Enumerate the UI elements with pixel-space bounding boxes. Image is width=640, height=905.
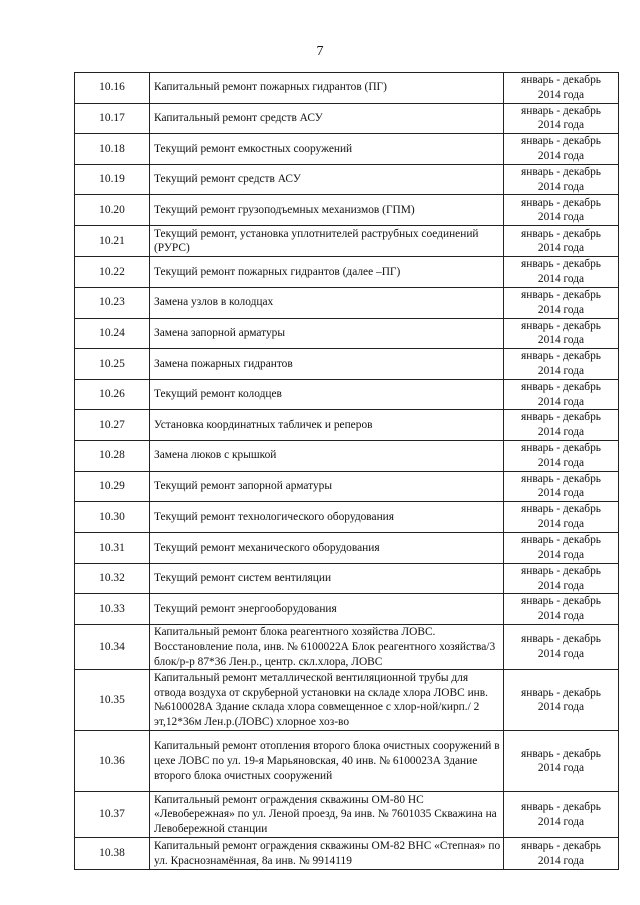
work-description-cell: Капитальный ремонт блока реагентного хозяйства ЛОВС. Восстановление пола, инв. № 6100022А Блок реагентного хозяйства/3 блок/р-р 87*36 Лен.р., центр. скл.хлора, ЛОВС [150, 624, 504, 669]
table-row [75, 533, 619, 564]
work-description-cell: Текущий ремонт емкостных сооружений [150, 134, 504, 165]
deadline-year: 2014 года [537, 242, 585, 255]
deadline-period: январь - декабрь [521, 801, 601, 813]
work-description-cell: Капитальный ремонт ограждения скважины ОМ-80 НС «Левобережная» по ул. Леной проезд, 9а инв. № 7601035 Скважина на Левобережной станции [150, 792, 504, 838]
table-row [75, 195, 619, 226]
work-description-cell: Замена пожарных гидрантов [150, 349, 504, 380]
work-description-cell: Замена узлов в колодцах [150, 287, 504, 318]
table-row [75, 349, 619, 380]
table-row [75, 471, 619, 502]
deadline-cell [504, 73, 619, 104]
work-description-cell: Замена запорной арматуры [150, 318, 504, 349]
work-description-cell: Капитальный ремонт металлической вентиляционной трубы для отвода воздуха от скруберной установки на складе хлора ЛОВС инв. №6100028А Здание склада хлора совмещенное с хлор-ной/кирп./ 2 эт,12*36м Лен.р.(ЛОВС) хлорное хоз-во [150, 670, 504, 731]
work-description-cell: Капитальный ремонт средств АСУ [150, 103, 504, 134]
table-row [75, 379, 619, 410]
deadline-period: январь - декабрь [521, 288, 601, 301]
deadline-year: 2014 года [537, 88, 585, 101]
work-description-cell: Текущий ремонт грузоподъемных механизмов (ГПМ) [150, 195, 504, 226]
deadline-cell [504, 287, 619, 318]
deadline-period: январь - декабрь [521, 686, 601, 699]
item-number-cell: 10.26 [75, 379, 150, 410]
item-number-cell: 10.27 [75, 410, 150, 441]
deadline-period: январь - декабрь [521, 747, 601, 760]
deadline-year: 2014 года [537, 518, 585, 531]
deadline-year: 2014 года [537, 364, 585, 377]
deadline-year: 2014 года [537, 211, 585, 224]
deadline-cell [504, 502, 619, 533]
deadline-year: 2014 года [537, 762, 585, 775]
deadline-year: 2014 года [537, 579, 585, 592]
deadline-period: январь - декабрь [521, 503, 601, 516]
deadline-year: 2014 года [537, 648, 585, 661]
table-row [75, 318, 619, 349]
table-row [75, 257, 619, 288]
deadline-year: 2014 года [537, 854, 585, 867]
deadline-cell [504, 103, 619, 134]
item-number-cell: 10.37 [75, 792, 150, 838]
item-number-cell: 10.25 [75, 349, 150, 380]
deadline-period: январь - декабрь [521, 534, 601, 547]
deadline-period: январь - декабрь [521, 165, 601, 178]
deadline-year: 2014 года [537, 180, 585, 193]
table-row [75, 563, 619, 594]
deadline-period: январь - декабрь [521, 411, 601, 424]
work-description-cell: Установка координатных табличек и реперов [150, 410, 504, 441]
table-row [75, 731, 619, 792]
work-description-cell: Текущий ремонт колодцев [150, 379, 504, 410]
deadline-year: 2014 года [537, 701, 585, 714]
work-description-cell: Текущий ремонт систем вентиляции [150, 563, 504, 594]
deadline-year: 2014 года [537, 303, 585, 316]
item-number-cell: 10.24 [75, 318, 150, 349]
work-description-cell: Текущий ремонт технологического оборудования [150, 502, 504, 533]
item-number-cell: 10.32 [75, 563, 150, 594]
deadline-period: январь - декабрь [521, 380, 601, 393]
table-row [75, 103, 619, 134]
item-number-cell: 10.20 [75, 195, 150, 226]
deadline-period: январь - декабрь [521, 258, 601, 271]
work-description-cell: Текущий ремонт средств АСУ [150, 164, 504, 195]
item-number-cell: 10.30 [75, 502, 150, 533]
work-description-cell: Текущий ремонт, установка уплотнителей раструбных соединений (РУРС) [150, 226, 504, 257]
deadline-period: январь - декабрь [521, 840, 601, 852]
deadline-cell [504, 349, 619, 380]
work-plan-table [74, 72, 619, 870]
item-number-cell: 10.31 [75, 533, 150, 564]
deadline-period: январь - декабрь [521, 104, 601, 117]
deadline-period: январь - декабрь [521, 135, 601, 148]
deadline-cell [504, 563, 619, 594]
deadline-cell [504, 471, 619, 502]
deadline-period: январь - декабрь [521, 472, 601, 485]
deadline-cell [504, 379, 619, 410]
deadline-period: январь - декабрь [521, 227, 601, 240]
deadline-cell [504, 318, 619, 349]
deadline-year: 2014 года [537, 395, 585, 408]
item-number-cell: 10.16 [75, 73, 150, 104]
work-description-cell: Капитальный ремонт ограждения скважины ОМ-82 ВНС «Степная» по ул. Краснознамённая, 8а инв. № 9914119 [150, 838, 504, 870]
deadline-period: январь - декабрь [521, 319, 601, 332]
deadline-cell [504, 195, 619, 226]
table-row [75, 838, 619, 870]
deadline-cell [504, 670, 619, 731]
deadline-period: январь - декабрь [521, 595, 601, 608]
deadline-cell [504, 792, 619, 838]
work-description-cell: Текущий ремонт пожарных гидрантов (далее –ПГ) [150, 257, 504, 288]
table-row [75, 502, 619, 533]
table-row [75, 410, 619, 441]
deadline-year: 2014 года [537, 273, 585, 286]
item-number-cell: 10.33 [75, 594, 150, 625]
item-number-cell: 10.17 [75, 103, 150, 134]
page-number: 7 [316, 44, 324, 59]
deadline-cell [504, 594, 619, 625]
table-row [75, 440, 619, 471]
item-number-cell: 10.34 [75, 624, 150, 669]
deadline-period: январь - декабрь [521, 564, 601, 577]
deadline-year: 2014 года [537, 548, 585, 561]
deadline-cell [504, 624, 619, 669]
deadline-year: 2014 года [537, 610, 585, 623]
work-description-cell: Текущий ремонт энергооборудования [150, 594, 504, 625]
table-row [75, 73, 619, 104]
deadline-cell [504, 410, 619, 441]
work-description-cell: Капитальный ремонт отопления второго блока очистных сооружений в цехе ЛОВС по ул. 19-я Марьяновская, 40 инв. № 6100023А Здание второго блока очистных сооружений [150, 731, 504, 792]
table-row [75, 792, 619, 838]
table-row [75, 594, 619, 625]
deadline-cell [504, 134, 619, 165]
deadline-cell [504, 257, 619, 288]
deadline-year: 2014 года [537, 815, 585, 828]
deadline-period: январь - декабрь [521, 350, 601, 363]
table-row [75, 287, 619, 318]
item-number-cell: 10.36 [75, 731, 150, 792]
deadline-cell [504, 164, 619, 195]
item-number-cell: 10.38 [75, 838, 150, 870]
table-row [75, 670, 619, 731]
deadline-period: январь - декабрь [521, 74, 601, 86]
deadline-year: 2014 года [537, 334, 585, 347]
deadline-cell [504, 533, 619, 564]
table-row [75, 134, 619, 165]
table-row [75, 624, 619, 669]
item-number-cell: 10.29 [75, 471, 150, 502]
item-number-cell: 10.22 [75, 257, 150, 288]
work-description-cell: Капитальный ремонт пожарных гидрантов (ПГ) [150, 73, 504, 104]
work-description-cell: Текущий ремонт механического оборудования [150, 533, 504, 564]
deadline-year: 2014 года [537, 426, 585, 439]
item-number-cell: 10.28 [75, 440, 150, 471]
deadline-year: 2014 года [537, 119, 585, 132]
work-description-cell: Замена люков с крышкой [150, 440, 504, 471]
item-number-cell: 10.21 [75, 226, 150, 257]
deadline-cell [504, 440, 619, 471]
item-number-cell: 10.35 [75, 670, 150, 731]
item-number-cell: 10.23 [75, 287, 150, 318]
deadline-year: 2014 года [537, 487, 585, 500]
table-row [75, 226, 619, 257]
deadline-cell [504, 731, 619, 792]
item-number-cell: 10.18 [75, 134, 150, 165]
table-row [75, 164, 619, 195]
deadline-year: 2014 года [537, 456, 585, 469]
item-number-cell: 10.19 [75, 164, 150, 195]
deadline-cell [504, 838, 619, 870]
deadline-period: январь - декабрь [521, 633, 601, 646]
deadline-year: 2014 года [537, 149, 585, 162]
deadline-period: январь - декабрь [521, 196, 601, 209]
deadline-cell [504, 226, 619, 257]
work-description-cell: Текущий ремонт запорной арматуры [150, 471, 504, 502]
deadline-period: январь - декабрь [521, 441, 601, 454]
